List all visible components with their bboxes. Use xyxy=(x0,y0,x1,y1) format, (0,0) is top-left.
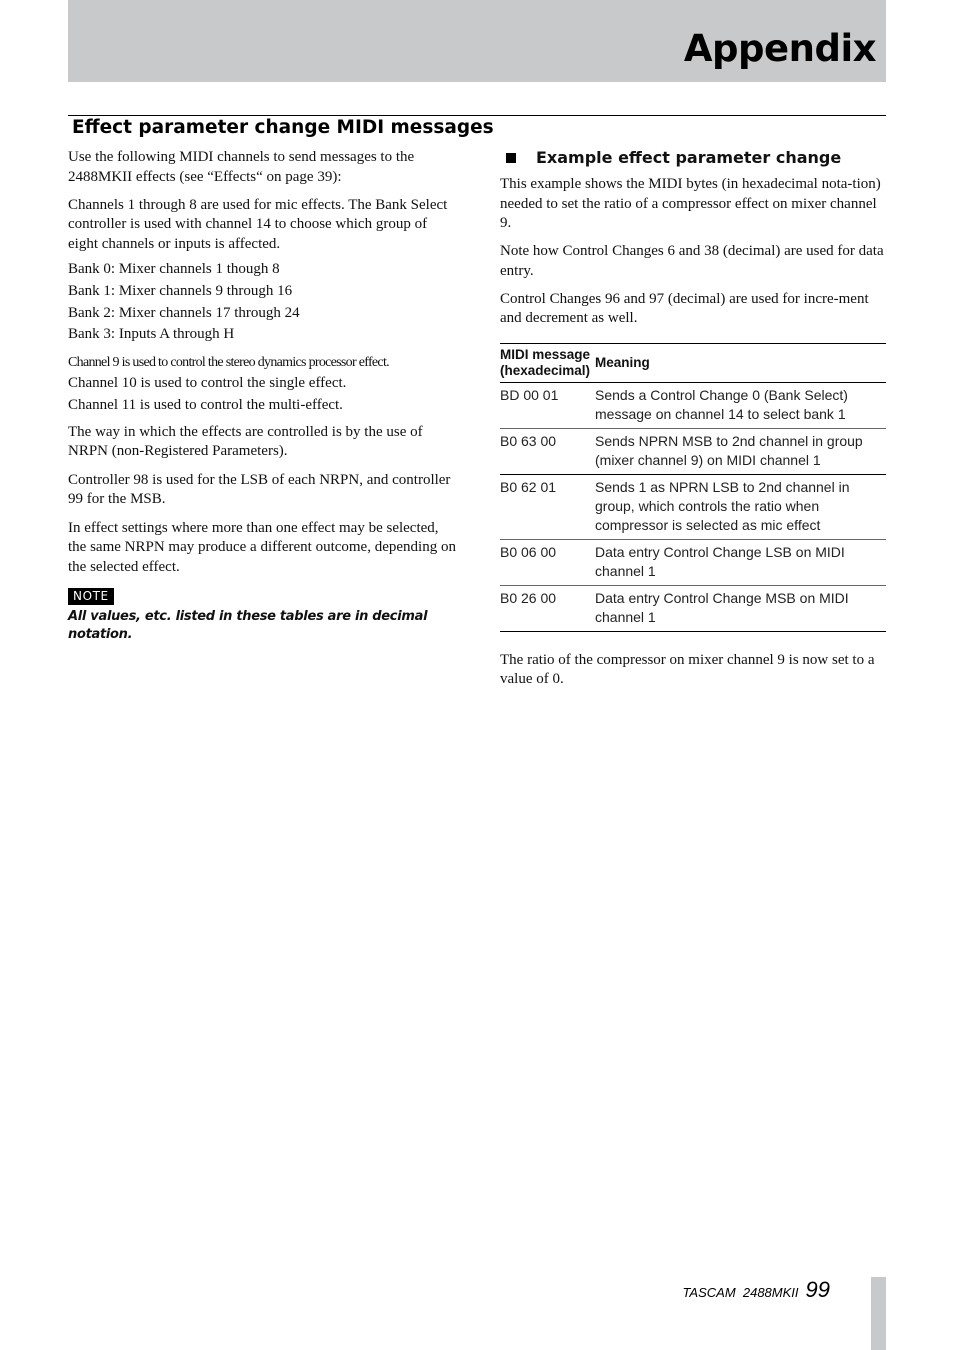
example-paragraph-1: This example shows the MIDI bytes (in hexadecimal nota-tion) needed to set the ratio of a compressor effect on mixer channel 9. xyxy=(500,176,881,231)
header-band xyxy=(68,0,886,82)
bank-list xyxy=(68,259,460,346)
bank-item: Bank 3: Inputs A through H xyxy=(68,326,235,343)
conclusion-paragraph: The ratio of the compressor on mixer channel 9 is now set to a value of 0. xyxy=(500,651,875,687)
bank-item: Bank 0: Mixer channels 1 though 8 xyxy=(68,261,280,277)
column-header-midi-message xyxy=(500,343,595,382)
left-column xyxy=(68,148,460,644)
footer-brand xyxy=(682,1277,830,1303)
bank-item: Bank 2: Mixer channels 17 through 24 xyxy=(68,304,300,321)
column-header-line: MIDI message xyxy=(500,346,591,362)
table-row xyxy=(500,585,886,631)
bullet-square-icon xyxy=(506,153,516,163)
note-block xyxy=(68,587,460,644)
table-row xyxy=(500,428,886,474)
right-column xyxy=(500,148,886,690)
table-cell-meaning: Sends 1 as NPRN LSB to 2nd channel in group, which controls the ratio when compressor is selected as mic effect xyxy=(595,478,850,533)
table-cell-meaning: Data entry Control Change MSB on MIDI channel 1 xyxy=(595,589,849,625)
table-cell-msg: B0 63 00 xyxy=(500,432,557,449)
table-row xyxy=(500,539,886,585)
footer-tab-bar xyxy=(871,1277,886,1350)
table-row xyxy=(500,474,886,539)
note-text: All values, etc. listed in these tables are in decimal notation. xyxy=(68,609,428,643)
footer-model: TASCAM 2488MKII xyxy=(682,1285,799,1300)
example-heading-text: Example effect parameter change xyxy=(536,148,842,167)
table-cell-msg: B0 06 00 xyxy=(500,543,557,560)
nrpn-paragraph: The way in which the effects are controlled is by the use of NRPN (non-Registered Parameters). xyxy=(68,423,423,460)
section-divider xyxy=(68,115,886,116)
table-cell-meaning: Sends a Control Change 0 (Bank Select) message on channel 14 to select bank 1 xyxy=(595,386,848,422)
multi-effect-paragraph: In effect settings where more than one effect may be selected, the same NRPN may produce a different outcome, depending on the selected effect. xyxy=(68,519,456,575)
mic-channels-paragraph: Channels 1 through 8 are used for mic effects. The Bank Select controller is used with channel 14 to choose which group of eight channels or inputs is affected. xyxy=(68,196,448,252)
column-header-meaning: Meaning xyxy=(595,354,650,370)
table-header-row xyxy=(500,343,886,382)
section-title: Effect parameter change MIDI messages xyxy=(72,117,494,138)
channel-11-line: Channel 11 is used to control the multi-effect. xyxy=(68,396,343,413)
channel-10-line: Channel 10 is used to control the single effect. xyxy=(68,375,347,392)
note-label: NOTE xyxy=(68,588,114,605)
controllers-paragraph: Controller 98 is used for the LSB of each NRPN, and controller 99 for the MSB. xyxy=(68,471,451,508)
column-header-line: (hexadecimal) xyxy=(500,362,591,378)
channel-9-line: Channel 9 is used to control the stereo dynamics processor effect. xyxy=(68,355,389,371)
table-cell-msg: B0 26 00 xyxy=(500,589,557,606)
example-paragraph-3: Control Changes 96 and 97 (decimal) are used for incre-ment and decrement as well. xyxy=(500,290,869,326)
table-cell-msg: BD 00 01 xyxy=(500,386,559,403)
table-row xyxy=(500,382,886,428)
table-cell-meaning: Data entry Control Change LSB on MIDI channel 1 xyxy=(595,543,845,579)
intro-paragraph: Use the following MIDI channels to send messages to the 2488MKII effects (see “Effects“ on page 39): xyxy=(68,149,415,185)
example-paragraph-2: Note how Control Changes 6 and 38 (decimal) are used for data entry. xyxy=(500,243,884,279)
bank-item: Bank 1: Mixer channels 9 through 16 xyxy=(68,282,293,299)
midi-message-table xyxy=(500,343,886,632)
table-cell-msg: B0 62 01 xyxy=(500,478,557,495)
page-title: Appendix xyxy=(683,27,876,70)
page-number: 99 xyxy=(805,1277,830,1302)
table-cell-meaning: Sends NPRN MSB to 2nd channel in group (mixer channel 9) on MIDI channel 1 xyxy=(595,432,863,468)
example-heading xyxy=(500,148,886,168)
